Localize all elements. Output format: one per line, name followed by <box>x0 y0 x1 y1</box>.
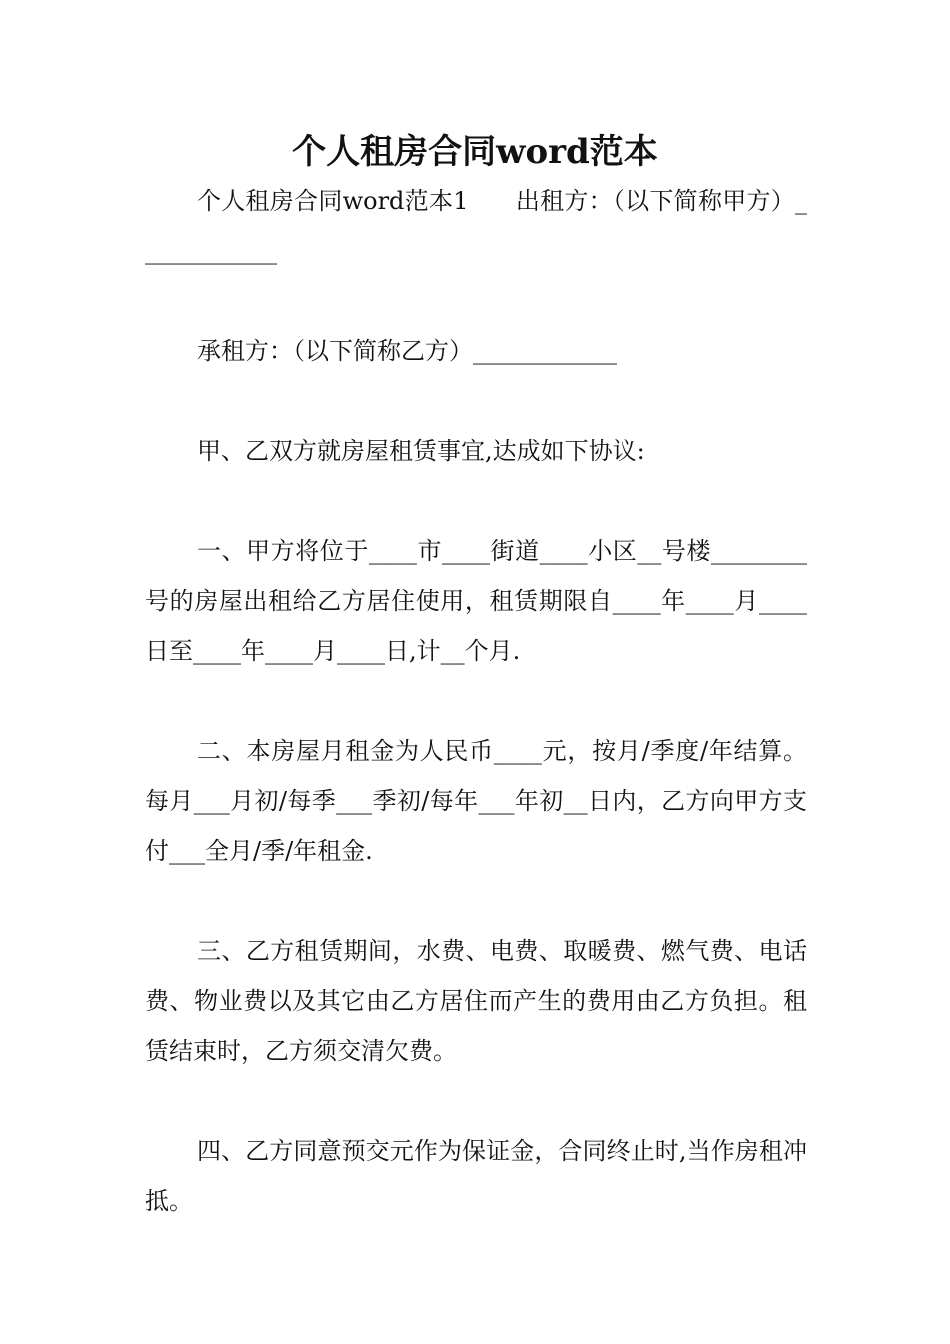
paragraph-spacer <box>145 476 807 526</box>
paragraph-clause-3: 三、乙方租赁期间，水费、电费、取暖费、燃气费、电话费、物业费以及其它由乙方居住而产生的费用由乙方负担。租赁结束时，乙方须交清欠费。 <box>145 937 807 1065</box>
paragraph-clause-4: 四、乙方同意预交元作为保证金，合同终止时,当作房租冲抵。 <box>145 1137 807 1215</box>
paragraph-clause-2: 二、本房屋月租金为人民币____元，按月/季度/年结算。每月___月初/每季___季初/每年___年初__日内，乙方向甲方支付___全月/季/年租金. <box>145 737 807 865</box>
paragraph-intro: 个人租房合同word范本1 出租方：（以下简称甲方）____________ <box>145 187 807 265</box>
paragraph-spacer <box>145 676 807 726</box>
paragraph-spacer <box>145 276 807 326</box>
paragraph-agreement: 甲、乙双方就房屋租赁事宜,达成如下协议: <box>197 437 645 465</box>
paragraph-spacer <box>145 1076 807 1126</box>
document-title: 个人租房合同word范本 <box>292 132 658 172</box>
paragraph-spacer <box>145 876 807 926</box>
paragraph-tenant: 承租方：（以下简称乙方）____________ <box>197 337 617 365</box>
document-body <box>145 176 807 1226</box>
paragraph-clause-1: 一、甲方将位于____市____街道____小区__号楼________号的房屋出租给乙方居住使用，租赁期限自____年____月____日至____年____月____日,计__个月. <box>145 537 807 665</box>
paragraph-spacer <box>145 376 807 426</box>
